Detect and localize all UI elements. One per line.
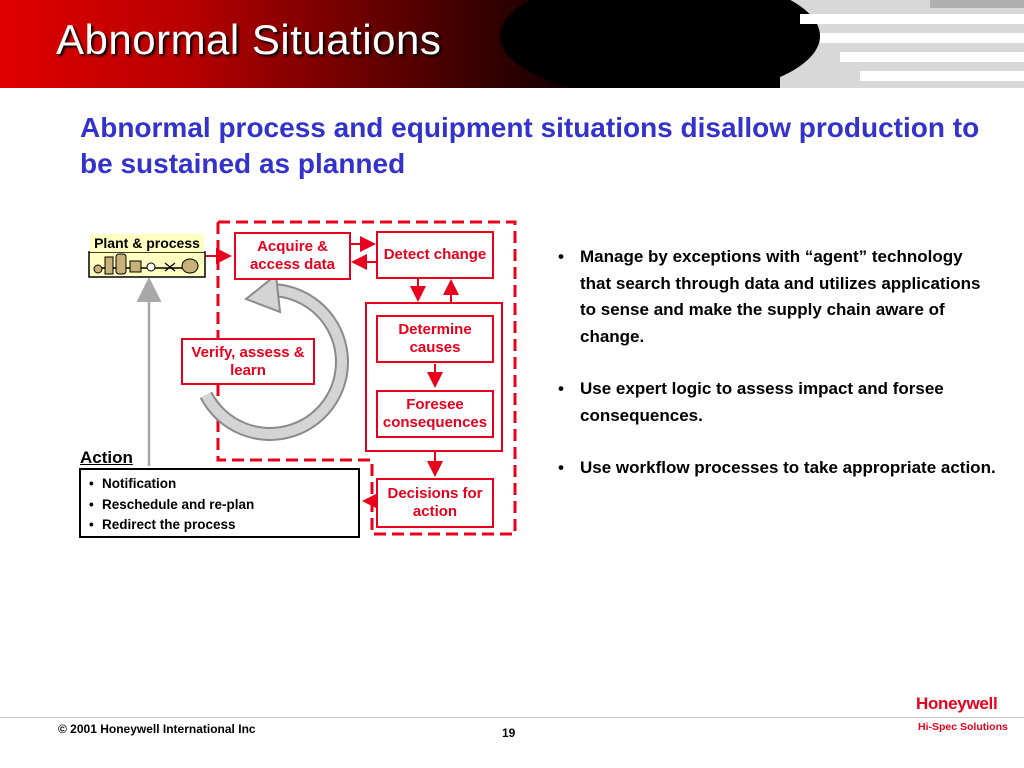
page-number: 19 bbox=[502, 726, 516, 740]
plant-process-label: Plant & process bbox=[90, 234, 204, 252]
bullet-item: • Use workflow processes to take appropriate action. bbox=[556, 455, 996, 482]
bullet-item: • Manage by exceptions with “agent” technology that search through data and utilizes applications to sense and make the supply chain aware of change. bbox=[556, 244, 996, 350]
action-item-redirect: • Redirect the process bbox=[87, 515, 358, 536]
slide-title: Abnormal Situations bbox=[56, 16, 442, 63]
foresee-consequences-box: Foresee consequences bbox=[376, 390, 494, 438]
slide-headline: Abnormal process and equipment situations disallow production to be sustained as planned bbox=[80, 112, 980, 179]
footer-divider bbox=[0, 717, 1024, 718]
detect-change-box: Detect change bbox=[376, 231, 494, 279]
bullet-list bbox=[556, 244, 996, 508]
plant-process-icon bbox=[89, 252, 205, 277]
action-item-notification: • Notification bbox=[87, 474, 358, 495]
action-label: Action bbox=[80, 448, 133, 467]
determine-causes-box: Determine causes bbox=[376, 315, 494, 363]
verify-assess-box: Verify, assess & learn bbox=[181, 338, 315, 385]
tagline: Hi-Spec Solutions bbox=[918, 721, 1008, 733]
bullet-item: • Use expert logic to assess impact and forsee consequences. bbox=[556, 376, 996, 429]
action-box bbox=[79, 468, 360, 538]
action-item-reschedule: • Reschedule and re-plan bbox=[87, 495, 358, 516]
honeywell-logo: Honeywell bbox=[916, 694, 998, 713]
decisions-for-action-box: Decisions for action bbox=[376, 478, 494, 528]
acquire-data-box: Acquire & access data bbox=[234, 232, 351, 280]
copyright-text: © 2001 Honeywell International Inc bbox=[58, 722, 256, 736]
